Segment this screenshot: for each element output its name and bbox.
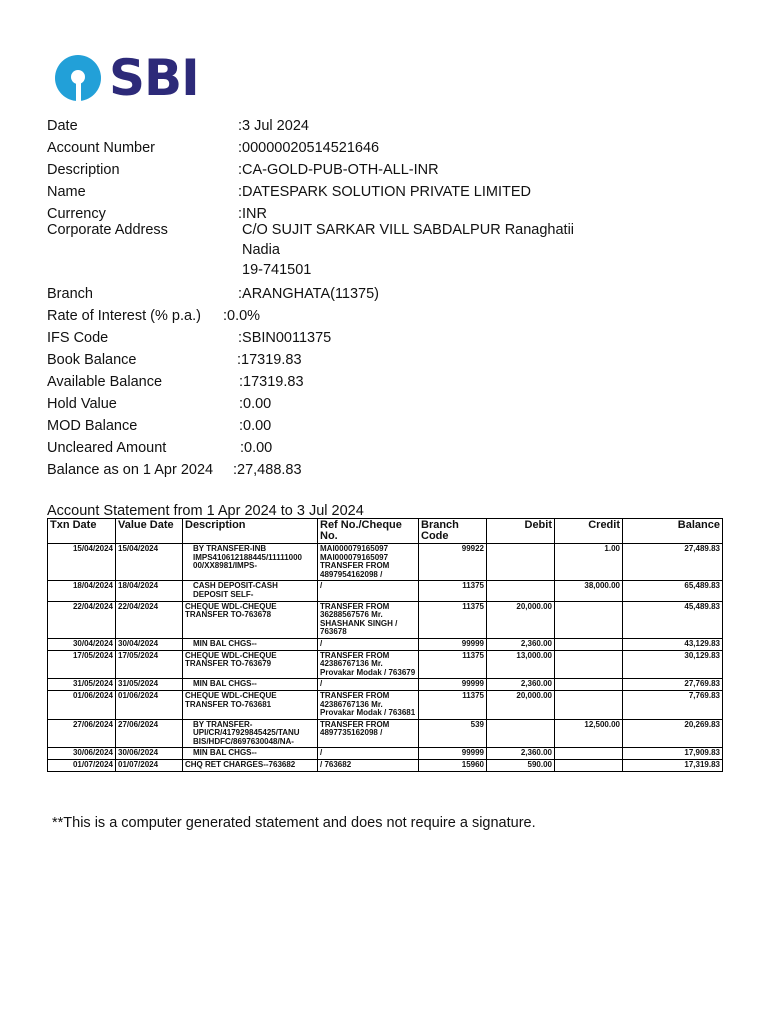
value-date-cell: 17/05/2024 — [116, 650, 183, 679]
detail-label: IFS Code — [47, 330, 109, 346]
credit-cell — [555, 679, 623, 691]
credit-cell: 38,000.00 — [555, 581, 623, 601]
branch-code-cell: 11375 — [419, 690, 487, 719]
detail-value: :DATESPARK SOLUTION PRIVATE LIMITED — [238, 184, 532, 200]
txn-date-cell: 30/06/2024 — [48, 748, 116, 760]
description-cell: MIN BAL CHGS-- — [183, 679, 318, 691]
table-row — [48, 679, 723, 691]
description-cell: CHQ RET CHARGES--763682 — [183, 760, 318, 772]
credit-cell: 12,500.00 — [555, 719, 623, 748]
balance-cell: 45,489.83 — [623, 601, 723, 638]
col-debit: Debit — [487, 519, 555, 544]
detail-label: Branch — [47, 286, 93, 302]
txn-date-cell: 18/04/2024 — [48, 581, 116, 601]
ref-cell: TRANSFER FROM 4897735162098 / — [318, 719, 419, 748]
col-txn-date: Txn Date — [48, 519, 116, 544]
value-date-cell: 18/04/2024 — [116, 581, 183, 601]
col-credit: Credit — [555, 519, 623, 544]
txn-date-cell: 22/04/2024 — [48, 601, 116, 638]
value-date-cell: 31/05/2024 — [116, 679, 183, 691]
ref-cell: TRANSFER FROM 36288567576 Mr. SHASHANK SINGH / 763678 — [318, 601, 419, 638]
branch-code-cell: 99922 — [419, 544, 487, 581]
detail-label: Rate of Interest (% p.a.) — [47, 308, 201, 324]
debit-cell: 20,000.00 — [487, 601, 555, 638]
table-row — [48, 638, 723, 650]
detail-label: Balance as on 1 Apr 2024 — [47, 462, 214, 478]
credit-cell — [555, 760, 623, 772]
branch-code-cell: 11375 — [419, 601, 487, 638]
detail-value: C/O SUJIT SARKAR VILL SABDALPUR Ranaghatii — [242, 222, 575, 238]
table-row — [48, 748, 723, 760]
balance-cell: 27,489.83 — [623, 544, 723, 581]
branch-code-cell: 539 — [419, 719, 487, 748]
credit-cell — [555, 748, 623, 760]
credit-cell — [555, 638, 623, 650]
txn-date-cell: 15/04/2024 — [48, 544, 116, 581]
description-cell: CASH DEPOSIT-CASH DEPOSIT SELF- — [183, 581, 318, 601]
detail-label: Book Balance — [47, 352, 137, 368]
balance-cell: 30,129.83 — [623, 650, 723, 679]
branch-code-cell: 11375 — [419, 650, 487, 679]
branch-code-cell: 11375 — [419, 581, 487, 601]
ref-cell: TRANSFER FROM 42386767136 Mr. Provakar Modak / 763681 — [318, 690, 419, 719]
ref-cell: / — [318, 638, 419, 650]
detail-value: :17319.83 — [239, 374, 304, 390]
credit-cell — [555, 601, 623, 638]
credit-cell: 1.00 — [555, 544, 623, 581]
col-ref-no: Ref No./Cheque No. — [318, 519, 419, 544]
detail-value: Nadia — [242, 242, 280, 258]
txn-date-cell: 01/07/2024 — [48, 760, 116, 772]
detail-label: Name — [47, 184, 86, 200]
table-row — [48, 719, 723, 748]
detail-value: :0.00 — [239, 396, 272, 412]
table-row — [48, 760, 723, 772]
value-date-cell: 30/06/2024 — [116, 748, 183, 760]
detail-value: :SBIN0011375 — [238, 330, 332, 346]
value-date-cell: 27/06/2024 — [116, 719, 183, 748]
description-cell: MIN BAL CHGS-- — [183, 638, 318, 650]
detail-value: :3 Jul 2024 — [238, 118, 309, 134]
balance-cell: 27,769.83 — [623, 679, 723, 691]
sbi-logo — [55, 49, 199, 107]
txn-date-cell: 17/05/2024 — [48, 650, 116, 679]
debit-cell — [487, 544, 555, 581]
detail-label: Hold Value — [47, 396, 117, 412]
detail-label: Currency — [47, 206, 106, 222]
balance-cell: 17,319.83 — [623, 760, 723, 772]
detail-value: :0.00 — [239, 418, 272, 434]
balance-cell: 65,489.83 — [623, 581, 723, 601]
detail-value: :INR — [238, 206, 267, 222]
ref-cell: / — [318, 679, 419, 691]
col-description: Description — [183, 519, 318, 544]
detail-value: :00000020514521646 — [238, 140, 380, 156]
branch-code-cell: 99999 — [419, 748, 487, 760]
value-date-cell: 01/06/2024 — [116, 690, 183, 719]
detail-label: Available Balance — [47, 374, 163, 390]
balance-cell: 17,909.83 — [623, 748, 723, 760]
debit-cell — [487, 581, 555, 601]
value-date-cell: 22/04/2024 — [116, 601, 183, 638]
ref-cell: TRANSFER FROM 42386767136 Mr. Provakar Modak / 763679 — [318, 650, 419, 679]
table-row — [48, 581, 723, 601]
footnote: **This is a computer generated statement and does not require a signature. — [52, 815, 536, 831]
debit-cell: 2,360.00 — [487, 679, 555, 691]
detail-value: 19-741501 — [242, 262, 312, 278]
txn-date-cell: 27/06/2024 — [48, 719, 116, 748]
branch-code-cell: 15960 — [419, 760, 487, 772]
ref-cell: / — [318, 748, 419, 760]
col-branch-code: Branch Code — [419, 519, 487, 544]
table-header-row — [48, 519, 723, 544]
detail-value: :0.00 — [240, 440, 273, 456]
table-row — [48, 544, 723, 581]
description-cell: CHEQUE WDL-CHEQUE TRANSFER TO-763681 — [183, 690, 318, 719]
detail-label: Corporate Address — [47, 222, 168, 238]
col-balance: Balance — [623, 519, 723, 544]
description-cell: BY TRANSFER-UPI/CR/417929845425/TANU BIS/HDFC/8697630048/NA- — [183, 719, 318, 748]
ref-cell: / — [318, 581, 419, 601]
description-cell: CHEQUE WDL-CHEQUE TRANSFER TO-763678 — [183, 601, 318, 638]
description-cell: MIN BAL CHGS-- — [183, 748, 318, 760]
table-row — [48, 601, 723, 638]
col-value-date: Value Date — [116, 519, 183, 544]
txn-date-cell: 30/04/2024 — [48, 638, 116, 650]
description-cell: BY TRANSFER-INB IMPS410612188445/11111000 00/XX8981/IMPS- — [183, 544, 318, 581]
detail-value: :17319.83 — [237, 352, 302, 368]
balance-cell: 20,269.83 — [623, 719, 723, 748]
ref-cell: / 763682 — [318, 760, 419, 772]
detail-value: :ARANGHATA(11375) — [238, 286, 380, 302]
branch-code-cell: 99999 — [419, 679, 487, 691]
txn-date-cell: 01/06/2024 — [48, 690, 116, 719]
branch-code-cell: 99999 — [419, 638, 487, 650]
detail-label: Account Number — [47, 140, 155, 156]
credit-cell — [555, 690, 623, 719]
detail-label: Uncleared Amount — [47, 440, 167, 456]
debit-cell: 13,000.00 — [487, 650, 555, 679]
table-row — [48, 650, 723, 679]
detail-value: :CA-GOLD-PUB-OTH-ALL-INR — [238, 162, 439, 178]
sbi-logo-text: SBI — [109, 49, 199, 107]
value-date-cell: 15/04/2024 — [116, 544, 183, 581]
sbi-keyhole-icon — [55, 55, 101, 101]
value-date-cell: 30/04/2024 — [116, 638, 183, 650]
debit-cell: 2,360.00 — [487, 748, 555, 760]
detail-value: :0.0% — [223, 308, 261, 324]
debit-cell: 590.00 — [487, 760, 555, 772]
transactions-table — [47, 518, 723, 772]
description-cell: CHEQUE WDL-CHEQUE TRANSFER TO-763679 — [183, 650, 318, 679]
balance-cell: 43,129.83 — [623, 638, 723, 650]
ref-cell: MAI000079165097 MAI000079165097 TRANSFER FROM 4897954162098 / — [318, 544, 419, 581]
debit-cell — [487, 719, 555, 748]
debit-cell: 20,000.00 — [487, 690, 555, 719]
credit-cell — [555, 650, 623, 679]
detail-value: :27,488.83 — [233, 462, 302, 478]
txn-date-cell: 31/05/2024 — [48, 679, 116, 691]
table-row — [48, 690, 723, 719]
balance-cell: 7,769.83 — [623, 690, 723, 719]
detail-label: Date — [47, 118, 78, 134]
detail-label: MOD Balance — [47, 418, 138, 434]
debit-cell: 2,360.00 — [487, 638, 555, 650]
value-date-cell: 01/07/2024 — [116, 760, 183, 772]
detail-label: Description — [47, 162, 120, 178]
statement-title: Account Statement from 1 Apr 2024 to 3 Jul 2024 — [47, 503, 364, 519]
